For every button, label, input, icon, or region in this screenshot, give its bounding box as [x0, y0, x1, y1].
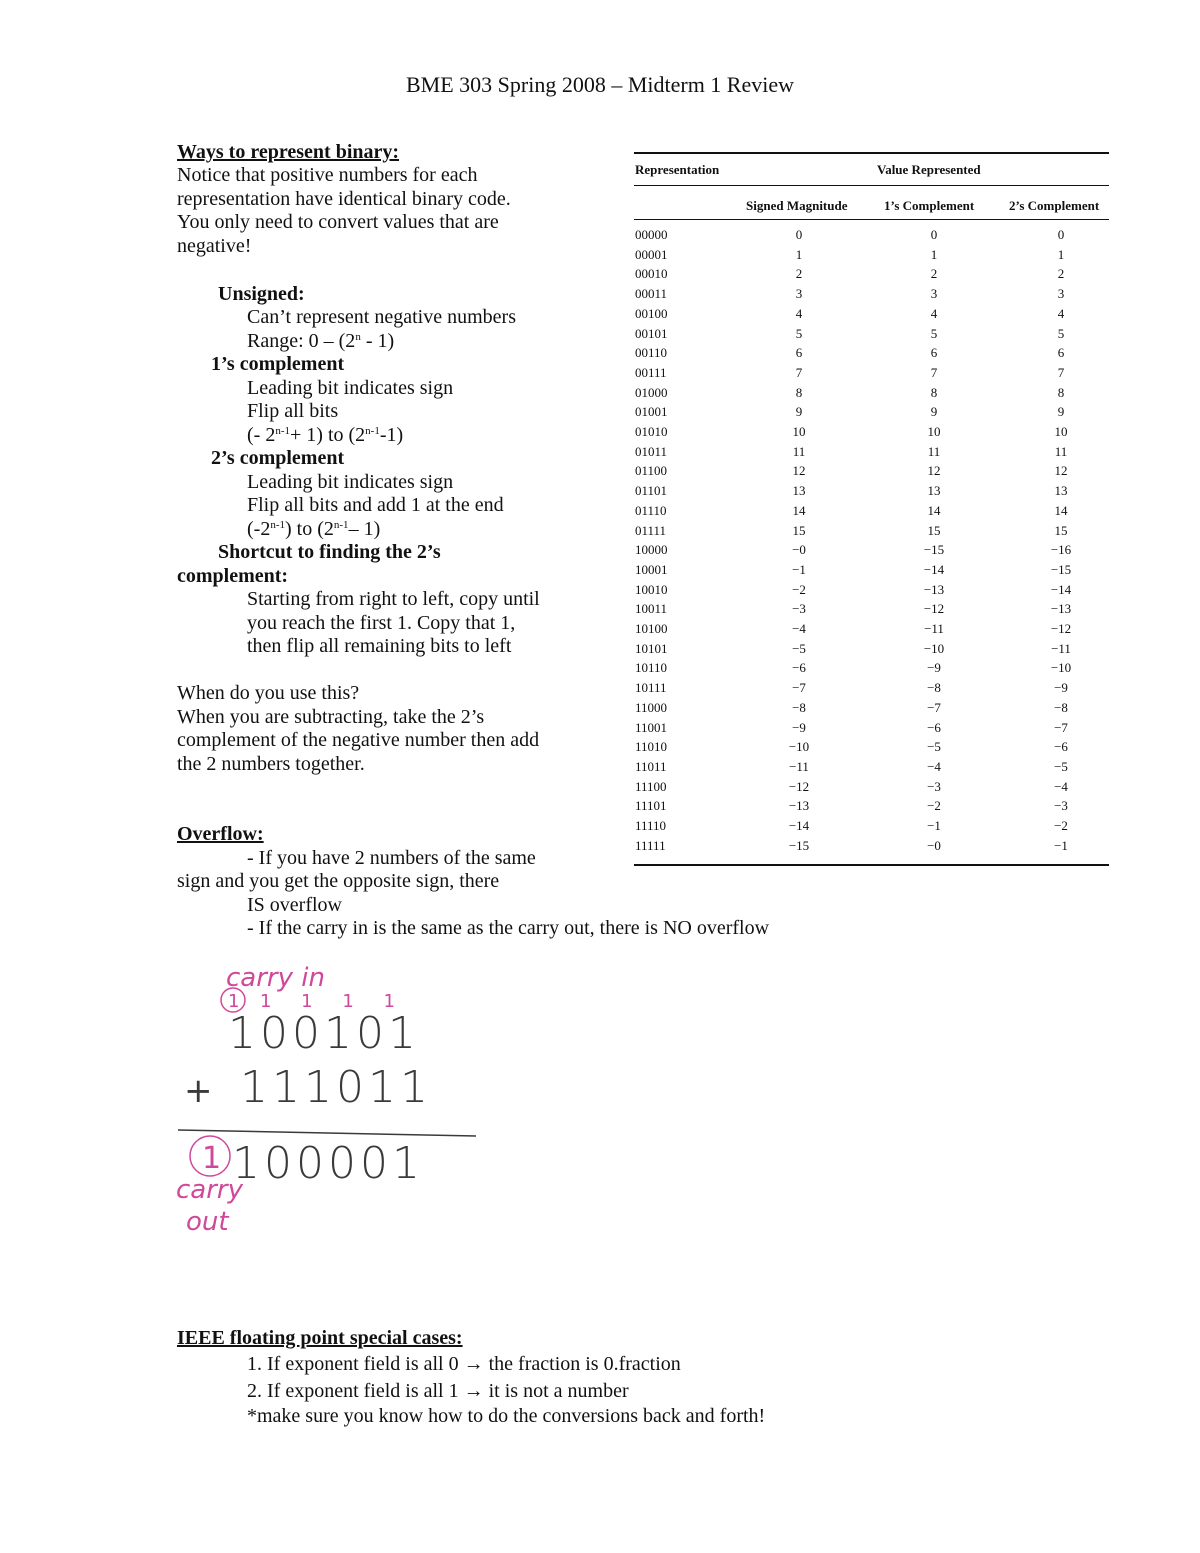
- cell-twos-complement: −14: [1050, 581, 1072, 597]
- cell-signed-magnitude: −15: [788, 837, 810, 853]
- usage-text: When do you use this? When you are subtracting, take the 2’s complement of the negative number then add the 2 numbers together.: [177, 682, 540, 775]
- cell-signed-magnitude: 5: [795, 325, 803, 341]
- handwritten-addition-svg: [170, 950, 490, 1250]
- cell-ones-complement: −5: [927, 739, 941, 755]
- ones-range: (- $2^{n-1}+ 1$) to (2$^{n-1}$-1): [247, 424, 404, 446]
- table-row: [634, 402, 1109, 422]
- carry-in-circled-bit: 1: [228, 991, 240, 1012]
- arrow-icon: →: [463, 1353, 484, 1375]
- ieee-heading: IEEE floating point special cases:: [177, 1327, 463, 1349]
- cell-signed-magnitude: 3: [795, 286, 803, 302]
- table-row: [634, 284, 1109, 304]
- cell-twos-complement: −16: [1050, 542, 1072, 558]
- table-row: [634, 540, 1109, 560]
- cell-twos-complement: −3: [1054, 798, 1068, 814]
- cell-representation: 00100: [635, 305, 668, 321]
- ones-heading: 1’s complement: [211, 353, 345, 375]
- cell-ones-complement: −7: [927, 699, 941, 715]
- table-row: [634, 442, 1109, 462]
- cell-signed-magnitude: 4: [795, 305, 803, 321]
- overflow-line-3: IS overflow: [247, 894, 342, 916]
- table-bottom-rule: [634, 864, 1109, 866]
- cell-representation: 11010: [635, 739, 668, 755]
- cell-ones-complement: 12: [927, 463, 941, 479]
- cell-representation: 10101: [635, 640, 668, 656]
- cell-twos-complement: 10: [1054, 424, 1068, 439]
- cell-signed-magnitude: −9: [792, 719, 806, 735]
- cell-signed-magnitude: −13: [788, 798, 810, 814]
- table-row: [634, 796, 1109, 816]
- header-signed-magnitude: Signed Magnitude: [746, 198, 848, 213]
- table-row: [634, 639, 1109, 659]
- sum-line: [178, 1130, 476, 1136]
- cell-signed-magnitude: −12: [788, 778, 810, 794]
- ieee-line-1: 1. If exponent field is all 0 → the fraction is 0.fraction: [247, 1353, 681, 1375]
- cell-signed-magnitude: −3: [792, 601, 806, 617]
- cell-representation: 00101: [635, 325, 668, 341]
- table-row: [634, 599, 1109, 619]
- cell-ones-complement: 5: [930, 325, 938, 341]
- shortcut-heading: Shortcut to finding the 2’s: [218, 541, 441, 563]
- shortcut-text: Starting from right to left, copy until you reach the first 1. Copy that 1, then flip all remaining bits to left: [247, 588, 540, 658]
- cell-ones-complement: 14: [927, 502, 941, 518]
- cell-representation: 01110: [635, 502, 667, 518]
- cell-ones-complement: −2: [927, 798, 941, 814]
- cell-ones-complement: −8: [927, 680, 941, 696]
- table-row: [634, 264, 1109, 284]
- cell-signed-magnitude: −7: [792, 680, 806, 696]
- cell-signed-magnitude: 12: [792, 463, 806, 479]
- cell-signed-magnitude: 15: [792, 522, 806, 538]
- cell-twos-complement: −5: [1054, 758, 1068, 774]
- table-row: [634, 816, 1109, 836]
- ieee-line-3: *make sure you know how to do the conversions back and forth!: [247, 1405, 766, 1427]
- table-row: [634, 343, 1109, 363]
- cell-ones-complement: −1: [927, 818, 941, 833]
- cell-ones-complement: 1: [930, 246, 938, 262]
- cell-ones-complement: 13: [927, 483, 941, 499]
- cell-signed-magnitude: 7: [795, 364, 803, 380]
- cell-signed-magnitude: −1: [792, 561, 806, 577]
- cell-signed-magnitude: 14: [792, 502, 806, 518]
- cell-representation: 11100: [635, 778, 667, 794]
- cell-ones-complement: −0: [927, 837, 941, 853]
- cell-signed-magnitude: 9: [795, 404, 803, 420]
- cell-signed-magnitude: 1: [795, 246, 803, 262]
- overflow-line-2: sign and you get the opposite sign, there: [177, 870, 500, 892]
- cell-twos-complement: −1: [1054, 837, 1068, 853]
- cell-signed-magnitude: −0: [792, 542, 806, 558]
- cell-ones-complement: 2: [930, 266, 938, 282]
- operand-a: 100101: [228, 1008, 420, 1059]
- twos-range: (-2$^{n-1}$) to (2$^{n-1}$– 1): [247, 518, 381, 540]
- arrow-icon: →: [463, 1380, 484, 1402]
- cell-representation: 01000: [635, 384, 668, 400]
- cell-ones-complement: 7: [930, 364, 938, 380]
- table-row: [634, 757, 1109, 777]
- cell-signed-magnitude: 8: [795, 384, 803, 400]
- cell-twos-complement: −13: [1050, 601, 1072, 617]
- cell-twos-complement: 0: [1057, 227, 1065, 242]
- cell-twos-complement: 4: [1057, 305, 1065, 321]
- cell-signed-magnitude: −11: [789, 758, 809, 774]
- cell-representation: 10110: [635, 660, 668, 676]
- cell-signed-magnitude: 2: [795, 266, 803, 282]
- cell-signed-magnitude: −4: [792, 621, 806, 636]
- cell-ones-complement: 4: [930, 305, 938, 321]
- cell-representation: 11101: [635, 798, 667, 814]
- cell-twos-complement: −10: [1050, 660, 1072, 676]
- table-row: [634, 521, 1109, 541]
- cell-representation: 11110: [635, 818, 667, 833]
- cell-representation: 10001: [635, 561, 668, 577]
- twos-heading: 2’s complement: [211, 447, 345, 469]
- ones-line-1: Leading bit indicates sign: [247, 377, 454, 399]
- cell-twos-complement: 5: [1057, 325, 1065, 341]
- cell-representation: 11000: [635, 699, 668, 715]
- cell-twos-complement: 14: [1054, 502, 1068, 518]
- ieee-line-2: 2. If exponent field is all 1 → it is not a number: [247, 1380, 629, 1402]
- plus-sign: +: [184, 1071, 213, 1111]
- carry-out-circled-bit: 1: [202, 1141, 222, 1176]
- cell-representation: 01011: [635, 443, 668, 459]
- cell-ones-complement: −10: [923, 640, 945, 656]
- unsigned-heading: Unsigned:: [218, 283, 305, 305]
- table-row: [634, 737, 1109, 757]
- cell-signed-magnitude: 6: [795, 345, 803, 361]
- cell-ones-complement: 3: [930, 286, 938, 302]
- cell-twos-complement: 8: [1057, 384, 1065, 400]
- carry-out-label-1: carry: [176, 1175, 243, 1205]
- shortcut-heading-cont: complement:: [177, 565, 289, 587]
- cell-signed-magnitude: 10: [792, 424, 806, 439]
- cell-representation: 00111: [635, 364, 667, 380]
- table-row: [634, 461, 1109, 481]
- twos-line-2: Flip all bits and add 1 at the end: [247, 494, 504, 516]
- cell-representation: 01010: [635, 424, 668, 439]
- cell-twos-complement: 15: [1054, 522, 1068, 538]
- cell-ones-complement: 11: [927, 443, 941, 459]
- table-row: [634, 777, 1109, 797]
- cell-signed-magnitude: −6: [792, 660, 806, 676]
- cell-twos-complement: 11: [1054, 443, 1068, 459]
- cell-representation: 10111: [635, 680, 667, 696]
- cell-representation: 10000: [635, 542, 668, 558]
- table-row: [634, 619, 1109, 639]
- cell-signed-magnitude: −14: [788, 818, 810, 833]
- table-header-rule: [634, 185, 1109, 186]
- cell-twos-complement: −11: [1051, 640, 1071, 656]
- table-row: [634, 658, 1109, 678]
- cell-ones-complement: −4: [927, 758, 941, 774]
- unsigned-line-1: Can’t represent negative numbers: [247, 306, 516, 328]
- header-representation: Representation: [635, 162, 720, 177]
- cell-twos-complement: −12: [1050, 621, 1072, 636]
- cell-signed-magnitude: −10: [788, 739, 810, 755]
- unsigned-range: Range: 0 – (2$^n$ - 1): [247, 330, 395, 352]
- cell-representation: 01100: [635, 463, 668, 479]
- cell-twos-complement: 1: [1057, 246, 1065, 262]
- cell-representation: 10011: [635, 601, 668, 617]
- cell-ones-complement: 15: [927, 522, 941, 538]
- cell-representation: 01111: [635, 522, 667, 538]
- page-title: BME 303 Spring 2008 – Midterm 1 Review: [405, 72, 795, 97]
- table-row: [634, 698, 1109, 718]
- cell-signed-magnitude: −2: [792, 581, 806, 597]
- cell-representation: 00010: [635, 266, 668, 282]
- cell-representation: 11111: [635, 837, 666, 853]
- carry-in-bits: 1 1 1 1: [260, 991, 407, 1012]
- cell-ones-complement: −9: [927, 660, 941, 676]
- cell-ones-complement: −6: [927, 719, 941, 735]
- cell-twos-complement: 9: [1057, 404, 1065, 420]
- overflow-heading: Overflow:: [177, 823, 264, 845]
- cell-ones-complement: −11: [924, 621, 944, 636]
- cell-ones-complement: −12: [923, 601, 945, 617]
- cell-twos-complement: −9: [1054, 680, 1068, 696]
- cell-ones-complement: −3: [927, 778, 941, 794]
- cell-ones-complement: 10: [927, 424, 941, 439]
- overflow-line-4: - If the carry in is the same as the carry out, there is NO overflow: [247, 917, 770, 939]
- overflow-line-1: - If you have 2 numbers of the same: [247, 847, 536, 869]
- header-value-represented: Value Represented: [877, 162, 981, 177]
- cell-twos-complement: −7: [1054, 719, 1068, 735]
- cell-twos-complement: −2: [1054, 818, 1068, 833]
- cell-twos-complement: 3: [1057, 286, 1065, 302]
- table-row: [634, 501, 1109, 521]
- cell-twos-complement: −8: [1054, 699, 1068, 715]
- result-value: 100001: [232, 1138, 424, 1189]
- cell-ones-complement: 8: [930, 384, 938, 400]
- cell-representation: 11001: [635, 719, 668, 735]
- carry-out-label-2: out: [186, 1207, 229, 1237]
- table-row: [634, 324, 1109, 344]
- cell-twos-complement: 12: [1054, 463, 1068, 479]
- cell-ones-complement: −13: [923, 581, 945, 597]
- cell-representation: 01001: [635, 404, 668, 420]
- cell-signed-magnitude: 11: [792, 443, 806, 459]
- cell-signed-magnitude: −5: [792, 640, 806, 656]
- twos-line-1: Leading bit indicates sign: [247, 471, 454, 493]
- cell-ones-complement: −15: [923, 542, 945, 558]
- cell-signed-magnitude: −8: [792, 699, 806, 715]
- table-row: [634, 580, 1109, 600]
- cell-twos-complement: 13: [1054, 483, 1068, 499]
- carry-in-label: carry in: [226, 963, 325, 993]
- table-row: [634, 383, 1109, 403]
- intro-text: Notice that positive numbers for each representation have identical binary code. You only need to convert values that are negative!: [177, 164, 511, 257]
- cell-signed-magnitude: 0: [795, 227, 803, 242]
- cell-ones-complement: 0: [930, 227, 938, 242]
- cell-ones-complement: −14: [923, 561, 945, 577]
- table-row: [634, 245, 1109, 265]
- cell-representation: 01101: [635, 483, 668, 499]
- table-row: [634, 678, 1109, 698]
- ones-line-2: Flip all bits: [247, 400, 339, 422]
- cell-representation: 00000: [635, 227, 668, 242]
- table-row: [634, 304, 1109, 324]
- table-row: [634, 560, 1109, 580]
- cell-signed-magnitude: 13: [792, 483, 806, 499]
- cell-twos-complement: −4: [1054, 778, 1068, 794]
- cell-twos-complement: 2: [1057, 266, 1065, 282]
- table-row: [634, 422, 1109, 442]
- table-row: [634, 718, 1109, 738]
- cell-representation: 10100: [635, 621, 668, 636]
- table-top-rule: [634, 152, 1109, 154]
- operand-b: 111011: [240, 1062, 432, 1113]
- cell-ones-complement: 9: [930, 404, 938, 420]
- cell-twos-complement: −6: [1054, 739, 1068, 755]
- cell-twos-complement: 7: [1057, 364, 1065, 380]
- cell-ones-complement: 6: [930, 345, 938, 361]
- cell-representation: 00011: [635, 286, 668, 302]
- cell-representation: 00110: [635, 345, 668, 361]
- binary-heading: Ways to represent binary:: [177, 141, 400, 163]
- table-row: [634, 225, 1109, 245]
- cell-representation: 00001: [635, 246, 668, 262]
- table-subheader-rule: [634, 219, 1109, 220]
- table-row: [634, 836, 1109, 856]
- handwritten-addition: [170, 950, 490, 1250]
- table-row: [634, 481, 1109, 501]
- table-row: [634, 363, 1109, 383]
- cell-twos-complement: 6: [1057, 345, 1065, 361]
- cell-representation: 11011: [635, 758, 667, 774]
- cell-twos-complement: −15: [1050, 561, 1072, 577]
- header-ones-complement: 1’s Complement: [884, 198, 975, 213]
- cell-representation: 10010: [635, 581, 668, 597]
- header-twos-complement: 2’s Complement: [1009, 198, 1100, 213]
